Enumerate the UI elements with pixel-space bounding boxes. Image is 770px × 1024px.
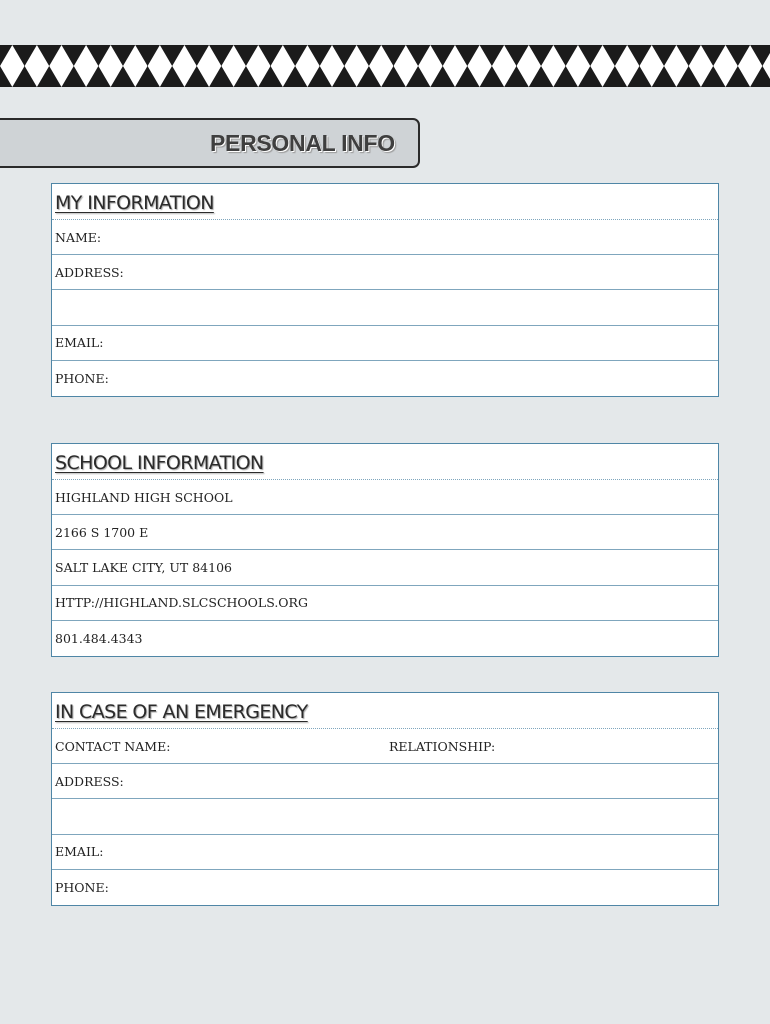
emergency-address-field[interactable]: ADDRESS: bbox=[52, 764, 718, 799]
diamond-shape bbox=[172, 45, 197, 87]
diamond-shape bbox=[197, 45, 222, 87]
diamond-shape bbox=[492, 45, 517, 87]
diamond-shape bbox=[49, 45, 74, 87]
diamond-shape bbox=[74, 45, 99, 87]
emergency-email-field[interactable]: EMAIL: bbox=[52, 835, 718, 870]
school-street: 2166 S 1700 E bbox=[52, 515, 718, 550]
contact-name-label: CONTACT NAME: bbox=[55, 738, 171, 754]
diamond-shape bbox=[25, 45, 50, 87]
page-title: PERSONAL INFO bbox=[210, 130, 395, 156]
diamond-shape bbox=[615, 45, 640, 87]
diamond-shape bbox=[664, 45, 689, 87]
school-city: SALT LAKE CITY, UT 84106 bbox=[52, 550, 718, 585]
school-information-section bbox=[51, 443, 719, 657]
my-information-section bbox=[51, 183, 719, 397]
address-field[interactable]: ADDRESS: bbox=[52, 255, 718, 290]
emergency-section bbox=[51, 692, 719, 906]
diamond-shape bbox=[590, 45, 615, 87]
diamond-shape bbox=[344, 45, 369, 87]
diamond-shape bbox=[221, 45, 246, 87]
phone-field[interactable]: PHONE: bbox=[55, 370, 109, 386]
name-field[interactable]: NAME: bbox=[52, 220, 718, 255]
email-field[interactable]: EMAIL: bbox=[52, 326, 718, 361]
diamond-shape bbox=[541, 45, 566, 87]
diamond-shape bbox=[566, 45, 591, 87]
diamond-shape bbox=[123, 45, 148, 87]
diamond-shape bbox=[418, 45, 443, 87]
emergency-address-line-2-field[interactable] bbox=[52, 799, 718, 834]
address-line-2-field[interactable] bbox=[52, 290, 718, 325]
emergency-heading: IN CASE OF AN EMERGENCY bbox=[52, 693, 718, 729]
diamond-shape bbox=[148, 45, 173, 87]
emergency-contact-row[interactable] bbox=[52, 729, 718, 764]
diamond-shape bbox=[639, 45, 664, 87]
diamond-shape bbox=[738, 45, 763, 87]
diamond-shape bbox=[369, 45, 394, 87]
emergency-phone-field[interactable]: PHONE: bbox=[55, 879, 109, 895]
diamond-shape bbox=[762, 45, 770, 87]
diamond-shape bbox=[443, 45, 468, 87]
decorative-diamond-band bbox=[0, 45, 770, 87]
school-name: HIGHLAND HIGH SCHOOL bbox=[52, 480, 718, 515]
diamond-shape bbox=[689, 45, 714, 87]
relationship-label: RELATIONSHIP: bbox=[389, 738, 496, 754]
school-website: HTTP://HIGHLAND.SLCSCHOOLS.ORG bbox=[52, 586, 718, 621]
diamond-shape bbox=[516, 45, 541, 87]
diamond-shape bbox=[713, 45, 738, 87]
diamond-shape bbox=[98, 45, 123, 87]
my-information-heading: MY INFORMATION bbox=[52, 184, 718, 220]
diamond-shape bbox=[295, 45, 320, 87]
diamond-shape bbox=[394, 45, 419, 87]
school-information-heading: SCHOOL INFORMATION bbox=[52, 444, 718, 480]
diamond-shape bbox=[467, 45, 492, 87]
diamond-shape bbox=[320, 45, 345, 87]
school-phone: 801.484.4343 bbox=[55, 630, 143, 646]
diamond-shape bbox=[0, 45, 25, 87]
diamond-shape bbox=[246, 45, 271, 87]
diamond-shape bbox=[271, 45, 296, 87]
